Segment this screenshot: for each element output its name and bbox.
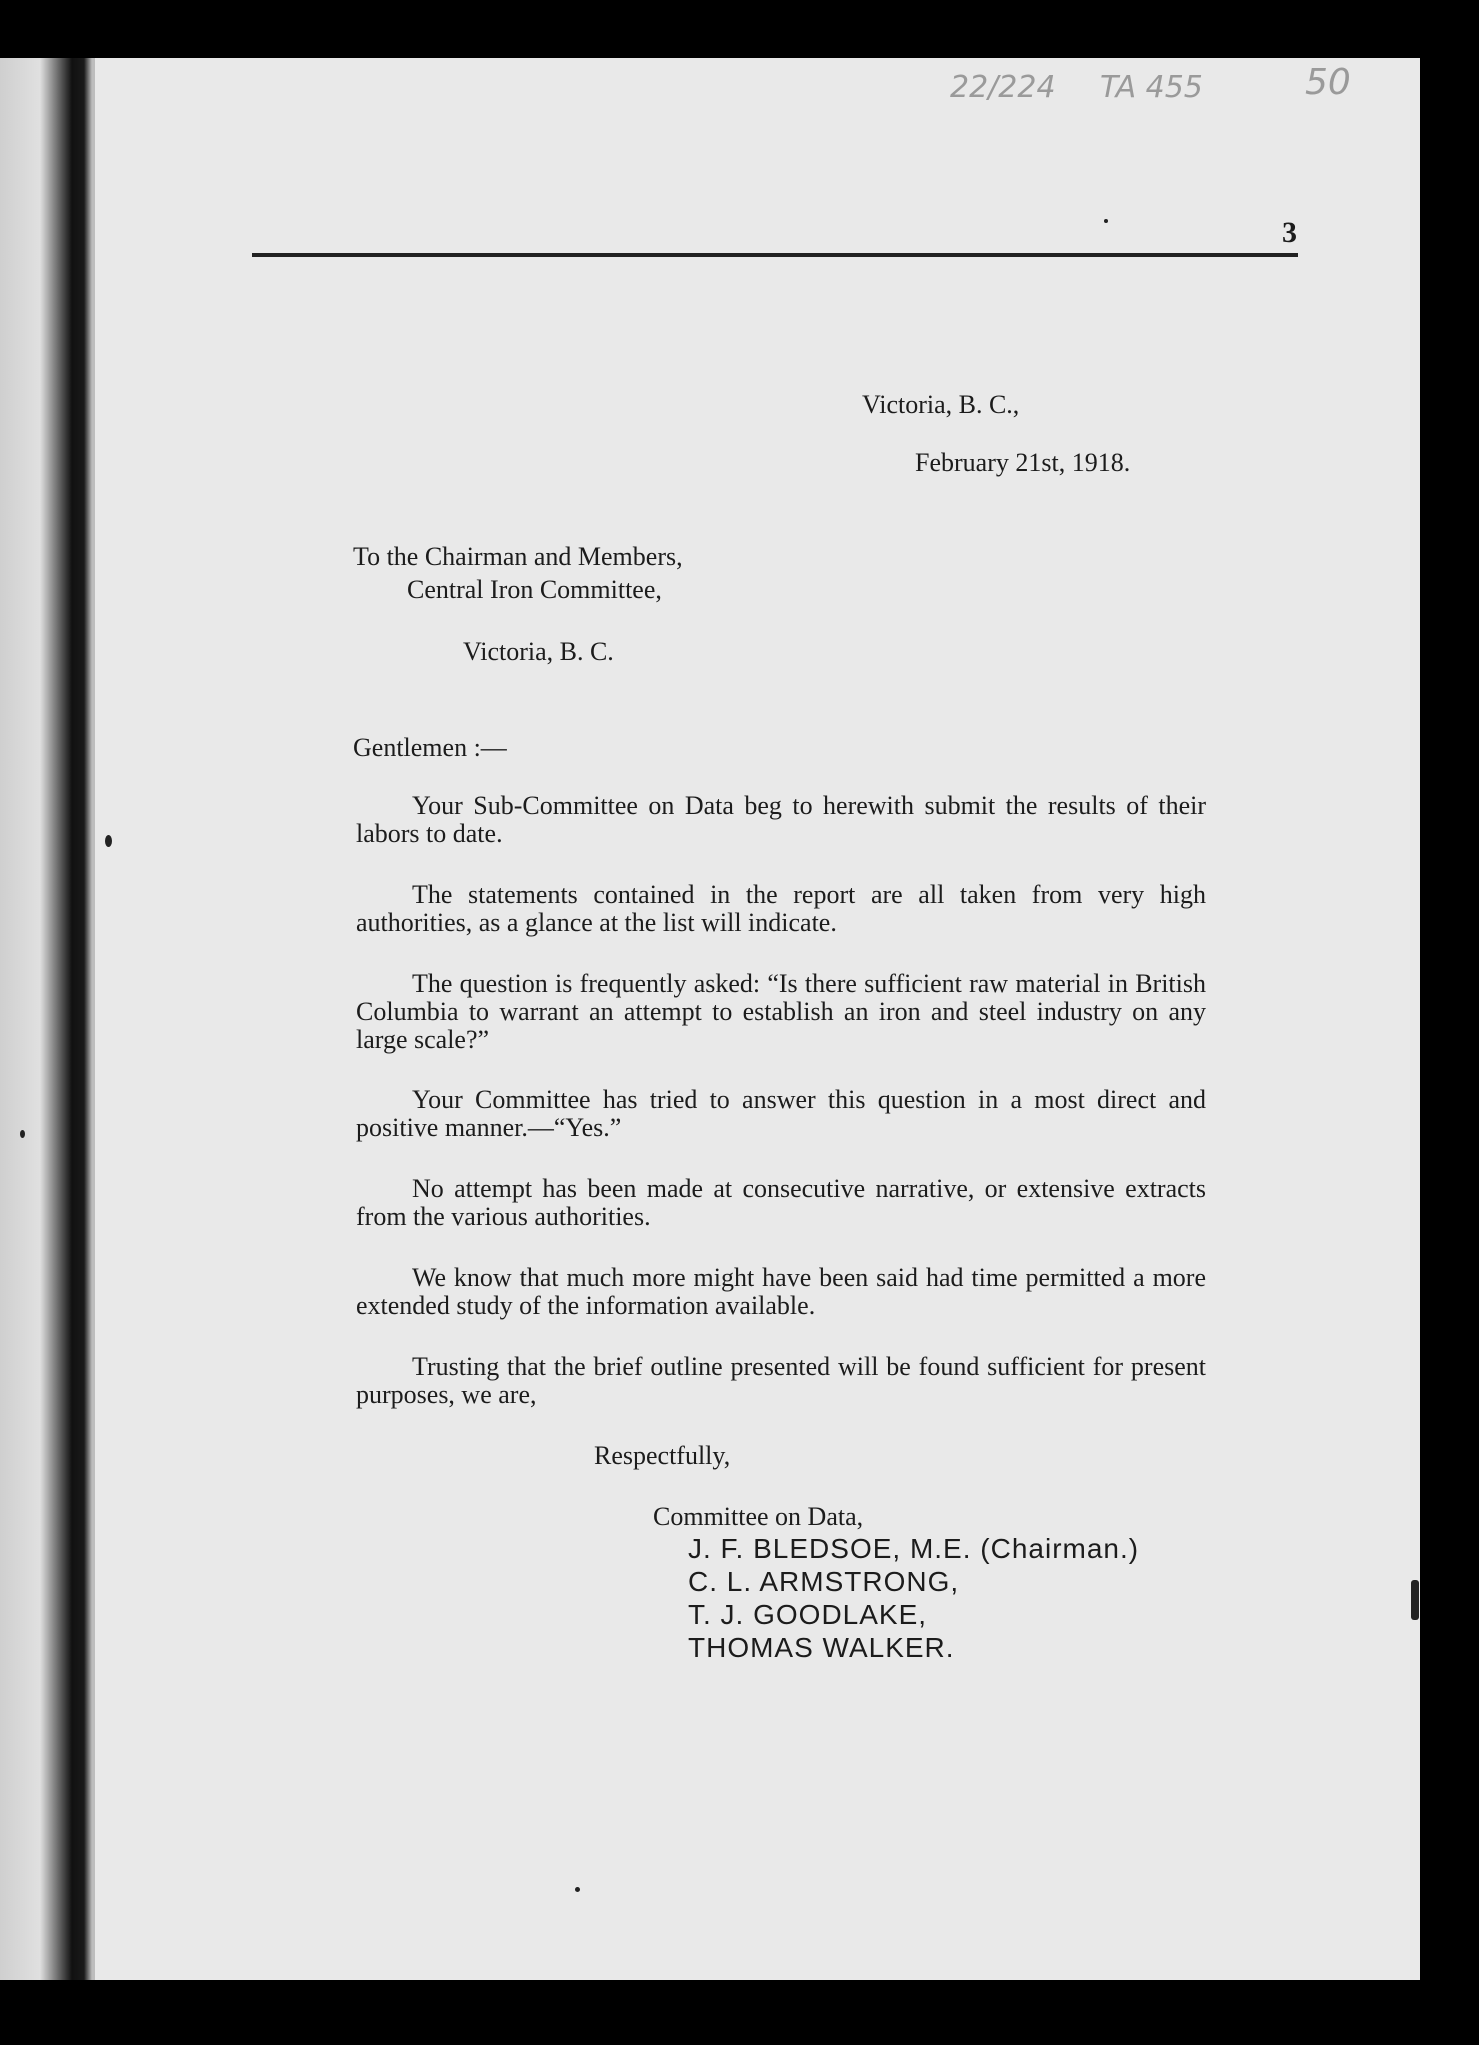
scan-border: [0, 1980, 1479, 2045]
page-number: 3: [1282, 216, 1297, 249]
body-paragraph: Your Committee has tried to answer this question in a most direct and positive manner.—“Yes.”: [356, 1085, 1206, 1142]
letter-place: Victoria, B. C.,: [862, 390, 1020, 419]
scan-speck: [1411, 1580, 1419, 1620]
body-paragraph: The question is frequently asked: “Is there sufficient raw material in British Columbia to warrant an attempt to establish an iron and steel industry on any large scale?”: [356, 969, 1206, 1054]
binding-edge: [0, 58, 95, 1980]
salutation: Gentlemen :—: [353, 733, 507, 762]
closing: Respectfully,: [594, 1441, 731, 1470]
handwritten-annotation: TA 455: [1100, 70, 1203, 105]
addressee-line: To the Chairman and Members,: [353, 542, 683, 571]
body-paragraph: Your Sub-Committee on Data beg to herewith submit the results of their labors to date.: [356, 791, 1206, 848]
signatory: T. J. GOODLAKE,: [688, 1599, 928, 1630]
body-paragraph: We know that much more might have been said had time permitted a more extended study of the information available.: [356, 1263, 1206, 1320]
committee-name: Committee on Data,: [653, 1502, 864, 1531]
signatory: C. L. ARMSTRONG,: [688, 1566, 960, 1597]
scan-speck: [105, 835, 112, 847]
handwritten-annotation: 50: [1305, 62, 1351, 103]
signatory: J. F. BLEDSOE, M.E. (Chairman.): [688, 1533, 1140, 1564]
signatory: THOMAS WALKER.: [688, 1632, 955, 1663]
header-rule: [252, 253, 1298, 257]
body-paragraph: The statements contained in the report are all taken from very high authorities, as a glance at the list will indicate.: [356, 880, 1206, 937]
body-paragraph: No attempt has been made at consecutive narrative, or extensive extracts from the various authorities.: [356, 1174, 1206, 1231]
letter-date: February 21st, 1918.: [915, 448, 1131, 477]
addressee-line: Central Iron Committee,: [407, 575, 662, 604]
handwritten-annotation: 22/224: [950, 70, 1056, 105]
addressee-line: Victoria, B. C.: [463, 637, 614, 666]
scan-speck: [575, 1887, 580, 1892]
scan-speck: [1104, 219, 1108, 223]
body-paragraph: Trusting that the brief outline presented will be found sufficient for present purposes, we are,: [356, 1352, 1206, 1409]
scan-speck: [20, 1130, 25, 1138]
